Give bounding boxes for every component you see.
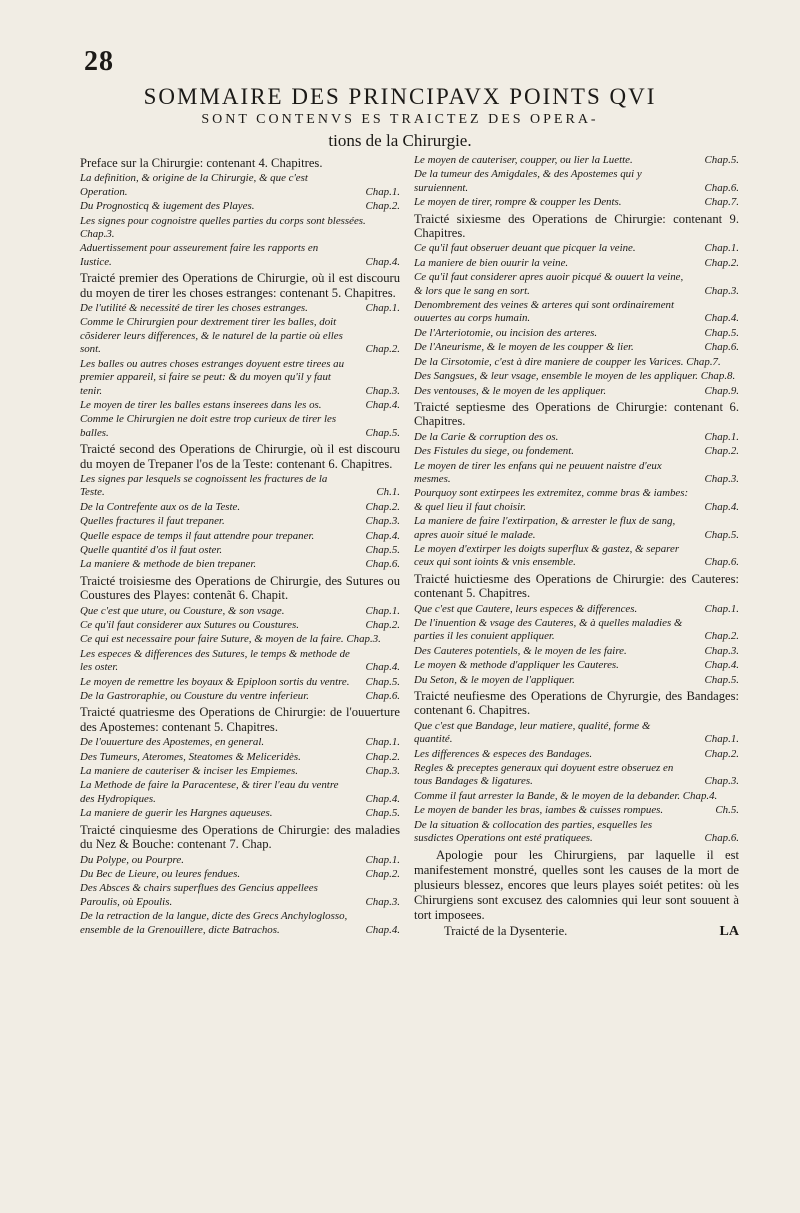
chapter-ref: Ch.1. xyxy=(376,486,400,499)
chapter-ref: Chap.5. xyxy=(365,543,400,556)
toc-entry xyxy=(80,501,400,514)
entry-title: Denombrement des veines & arteres qui sont ordinairement ouuertes au corps humain. xyxy=(414,299,675,325)
entry-title: La maniere de bien ouurir la veine. xyxy=(414,256,569,269)
chapter-ref: Chap.4. xyxy=(704,500,739,513)
chapter-ref: Chap.1. xyxy=(365,185,400,198)
entry-title: De la Gastroraphie, ou Cousture du ventre inferieur. xyxy=(80,690,309,703)
toc-entry xyxy=(414,515,739,542)
entry-title: De la Contrefente aux os de la Teste. xyxy=(80,500,241,513)
chapter-ref: Chap.3. xyxy=(365,384,400,397)
toc-entry xyxy=(414,385,739,398)
entry-title: De l'Arteriotomie, ou incision des arteres. xyxy=(414,326,598,339)
entry-title: Ce qui est necessaire pour faire Suture, & moyen de la faire. Chap.3. xyxy=(80,633,381,646)
entry-title: Que c'est que uture, ou Cousture, & son vsage. xyxy=(80,604,285,617)
toc-entry xyxy=(80,619,400,632)
chapter-ref: Chap.5. xyxy=(365,807,400,820)
section-heading: Traicté troisiesme des Operations de Chirurgie, des Sutures ou Coustures des Playes: contenãt 6. Chapit. xyxy=(80,573,400,603)
toc-entry xyxy=(80,302,400,315)
entry-title: Les differences & especes des Bandages. xyxy=(414,747,593,760)
chapter-ref: Chap.3. xyxy=(365,515,400,528)
chapter-ref: Chap.3. xyxy=(704,284,739,297)
entry-title: Des Absces & chairs superflues des Gencius appellees Paroulis, où Epoulis. xyxy=(80,882,318,908)
chapter-ref: Chap.4. xyxy=(365,255,400,268)
entry-title: Du Prognosticq & iugement des Playes. xyxy=(80,200,255,213)
toc-entry xyxy=(80,736,400,749)
chapter-ref: Chap.6. xyxy=(704,832,739,845)
last-line xyxy=(414,925,739,938)
toc-entry xyxy=(414,445,739,458)
chapter-ref: Chap.4. xyxy=(365,661,400,674)
toc-entry xyxy=(80,473,400,500)
entry-title: La maniere de faire l'extirpation, & arrester le flux de sang, apres auoir situé le malade. xyxy=(414,515,676,541)
toc-entry xyxy=(414,645,739,658)
toc-entry xyxy=(80,807,400,820)
chapter-ref: Chap.1. xyxy=(704,733,739,746)
toc-entry xyxy=(80,515,400,528)
toc-entry xyxy=(80,413,400,440)
toc-entry xyxy=(414,257,739,270)
chapter-ref: Chap.1. xyxy=(365,604,400,617)
title-line-1: SOMMAIRE DES PRINCIPAVX POINTS QVI xyxy=(143,84,657,109)
chapter-ref: Chap.4. xyxy=(704,659,739,672)
page-number: 28 xyxy=(84,46,114,77)
toc-entry xyxy=(80,316,400,356)
section-heading: Traicté quatriesme des Operations de Chirurgie: de l'ouuerture des Apostemes: contenant 5. Chapitres. xyxy=(80,705,400,734)
chapter-ref: Chap.5. xyxy=(704,528,739,541)
chapter-ref: Chap.1. xyxy=(704,242,739,255)
chapter-ref: Chap.1. xyxy=(365,853,400,866)
entry-title: Quelle quantité d'os il faut oster. xyxy=(80,543,223,556)
toc-entry xyxy=(80,200,400,213)
section-heading: Traicté huictiesme des Operations de Chirurgie: des Cauteres: contenant 5. Chapitres. xyxy=(414,571,739,601)
chapter-ref: Chap.6. xyxy=(704,556,739,569)
chapter-ref: Chap.2. xyxy=(704,256,739,269)
entry-title: Comme il faut arrester la Bande, & le moyen de la debander. Chap.4. xyxy=(414,789,718,802)
entry-title: La definition, & origine de la Chirurgie, & que c'est Operation. xyxy=(80,172,308,198)
entry-title: De l'Aneurisme, & le moyen de les coupper & lier. xyxy=(414,341,634,354)
chapter-ref: Chap.2. xyxy=(704,747,739,760)
toc-entry xyxy=(80,676,400,689)
chapter-ref: Chap.4. xyxy=(704,312,739,325)
entry-title: Du Bec de Lieure, ou leures fendues. xyxy=(80,867,241,880)
entry-title: Des Sangsues, & leur vsage, ensemble le moyen de les appliquer. Chap.8. xyxy=(414,370,736,383)
toc-entry xyxy=(414,720,739,747)
entry-title: Le moyen d'extirper les doigts superflux & gastez, & separer ceux qui sont ioints & vnis ensemble. xyxy=(414,542,680,569)
toc-entry xyxy=(80,868,400,881)
chapter-ref: Chap.2. xyxy=(365,750,400,763)
toc-entry xyxy=(414,487,739,514)
chapter-ref: Ch.5. xyxy=(715,804,739,817)
entry-title: Comme le Chirurgien pour dextrement tirer les balles, doit cõsiderer leurs differences, & le naturel de la partie où elles sont. xyxy=(80,316,343,356)
chapter-ref: Chap.4. xyxy=(365,923,400,936)
entry-title: La maniere & methode de bien trepaner. xyxy=(80,558,257,571)
catchword: LA xyxy=(719,923,739,939)
toc-entry xyxy=(414,819,739,846)
toc-entry xyxy=(414,431,739,444)
chapter-ref: Chap.3. xyxy=(704,644,739,657)
chapter-ref: Chap.6. xyxy=(704,341,739,354)
toc-entry xyxy=(80,558,400,571)
entry-title: De l'ouuerture des Apostemes, en general. xyxy=(80,736,265,749)
entry-title: Des Cauteres potentiels, & le moyen de les faire. xyxy=(414,644,627,657)
entry-title: Aduertissement pour asseurement faire les rapports en Iustice. xyxy=(80,242,319,268)
chapter-ref: Chap.7. xyxy=(704,196,739,209)
entry-title: Que c'est que Bandage, leur matiere, qualité, forme & quantité. xyxy=(414,719,651,746)
entry-title: Les signes pour cognoistre quelles parties du corps sont blessées. Chap.3. xyxy=(80,214,366,241)
toc-entry xyxy=(80,751,400,764)
toc-entry xyxy=(80,648,400,675)
entry-title: De la Cirsotomie, c'est à dire maniere de coupper les Varices. Chap.7. xyxy=(414,355,721,368)
last-line-text: Traicté de la Dysenterie. xyxy=(444,923,568,938)
right-column xyxy=(414,154,739,938)
entry-title: Du Polype, ou Pourpre. xyxy=(80,853,184,866)
entry-title: De la tumeur des Amigdales, & des Apostemes qui y suruiennent. xyxy=(414,168,642,194)
chapter-ref: Chap.4. xyxy=(365,792,400,805)
toc-entry xyxy=(414,460,739,487)
entry-title: Le moyen de tirer, rompre & coupper les Dents. xyxy=(414,196,622,209)
toc-entry xyxy=(414,543,739,570)
toc-entry xyxy=(414,341,739,354)
toc-entry xyxy=(414,299,739,326)
chapter-ref: Chap.1. xyxy=(704,602,739,615)
entry-title: Les balles ou autres choses estranges doyuent estre tirees au premier appareil, si faire se peut: & du moyen qu'il y faut tenir. xyxy=(80,357,345,397)
entry-title: De l'inuention & vsage des Cauteres, & à quelles maladies & parties il les conuient appliquer. xyxy=(414,617,683,643)
toc-entry xyxy=(80,882,400,909)
entry-title: Quelle espace de temps il faut attendre pour trepaner. xyxy=(80,529,315,542)
chapter-ref: Chap.5. xyxy=(704,673,739,686)
left-column xyxy=(80,154,400,938)
entry-title: De la situation & collocation des parties, esquelles les susdictes Operations ont esté pratiquees. xyxy=(414,818,653,845)
entry-title: Comme le Chirurgien ne doit estre trop curieux de tirer les balles. xyxy=(80,413,337,439)
toc-entry xyxy=(414,617,739,644)
chapter-ref: Chap.3. xyxy=(365,895,400,908)
entry-title: Que c'est que Cautere, leurs especes & differences. xyxy=(414,602,638,615)
toc-entry xyxy=(80,530,400,543)
chapter-ref: Chap.1. xyxy=(704,430,739,443)
chapter-ref: Chap.2. xyxy=(365,619,400,631)
toc-entry xyxy=(80,690,400,703)
entry-title: De la Carie & corruption des os. xyxy=(414,430,559,443)
apologie-paragraph: Apologie pour les Chirurgiens, par laquelle il est manifestement monstré, quelles sont les causes de la mort de plusieurs blessez, encores que leurs playes soiét petites: où les Chirurgiens sont excusez des calomnies qui leur sont souuent à tort imposees. xyxy=(414,847,739,922)
toc-entry xyxy=(414,762,739,789)
chapter-ref: Chap.3. xyxy=(704,472,739,485)
section-heading: Traicté cinquiesme des Operations de Chirurgie: des maladies du Nez & Bouche: contenant 7. Chap. xyxy=(80,822,400,852)
entry-title: Ce qu'il faut considerer apres auoir picqué & ouuert la veine, & lors que le sang en sort. xyxy=(414,271,684,297)
toc-entry xyxy=(414,327,739,340)
entry-title: Pourquoy sont extirpees les extremitez, comme bras & iambes: & quel lieu il faut choisir. xyxy=(414,487,689,513)
chapter-ref: Chap.4. xyxy=(365,529,400,542)
chapter-ref: Chap.9. xyxy=(704,384,739,397)
chapter-ref: Chap.2. xyxy=(365,343,400,356)
toc-entry xyxy=(414,674,739,687)
toc-entry xyxy=(80,358,400,398)
toc-entry xyxy=(80,172,400,199)
toc-entry xyxy=(80,544,400,557)
chapter-ref: Chap.1. xyxy=(365,302,400,315)
section-heading: Traicté neufiesme des Operations de Chyrurgie, des Bandages: contenant 6. Chapitres. xyxy=(414,689,739,718)
entry-title: Le moyen de bander les bras, iambes & cuisses rompues. xyxy=(414,804,664,817)
toc-entry xyxy=(414,790,739,803)
chapter-ref: Chap.2. xyxy=(365,867,400,880)
entry-title: Des ventouses, & le moyen de les appliquer. xyxy=(414,384,607,397)
entry-title: La Methode de faire la Paracentese, & tirer l'eau du ventre des Hydropiques. xyxy=(80,779,339,805)
entry-title: Les especes & differences des Sutures, le temps & methode de les oster. xyxy=(80,647,350,674)
toc-entry xyxy=(414,370,739,383)
chapter-ref: Chap.2. xyxy=(365,500,400,513)
title-line-3: tions de la Chirurgie. xyxy=(328,131,472,150)
toc-entry xyxy=(414,659,739,672)
chapter-ref: Chap.6. xyxy=(365,690,400,703)
section-heading: Preface sur la Chirurgie: contenant 4. Chapitres. xyxy=(80,156,323,170)
entry-title: Regles & preceptes generaux qui doyuent estre obseruez en tous Bandages & ligatures. xyxy=(414,762,674,788)
section-heading: Traicté septiesme des Operations de Chirurgie: contenant 6. Chapitres. xyxy=(414,399,739,429)
chapter-ref: Chap.5. xyxy=(704,326,739,339)
toc-entry xyxy=(80,242,400,269)
entry-title: Le moyen de cauteriser, coupper, ou lier la Luette. xyxy=(414,154,633,166)
entry-title: Ce qu'il faut obseruer deuant que picquer la veine. xyxy=(414,242,636,255)
toc-entry xyxy=(80,633,400,646)
toc-entry xyxy=(414,154,739,167)
entry-title: La maniere de guerir les Hargnes aqueuses. xyxy=(80,807,273,820)
entry-title: Des Fistules du siege, ou fondement. xyxy=(414,445,575,458)
chapter-ref: Chap.3. xyxy=(704,775,739,788)
section-heading: Traicté premier des Operations de Chirurgie, où il est discouru du moyen de tirer les choses estranges: contenant 5. Chapitres. xyxy=(80,271,400,300)
chapter-ref: Chap.6. xyxy=(704,181,739,194)
entry-title: Les signes par lesquels se cognoissent les fractures de la Teste. xyxy=(80,472,328,499)
chapter-ref: Chap.4. xyxy=(365,398,400,411)
entry-title: Le moyen de remettre les boyaux & Epiploon sortis du ventre. xyxy=(80,675,350,688)
toc-entry xyxy=(414,271,739,298)
chapter-ref: Chap.3. xyxy=(365,765,400,778)
entry-title: De la retraction de la langue, dicte des Grecs Anchyloglosso, ensemble de la Grenouillere, dicte Batrachos. xyxy=(80,910,348,936)
entry-title: Le moyen de tirer les enfans qui ne peuuent naistre d'eux mesmes. xyxy=(414,459,662,485)
toc-entry xyxy=(80,399,400,412)
chapter-ref: Chap.6. xyxy=(365,558,400,571)
chapter-ref: Chap.2. xyxy=(704,630,739,643)
chapter-ref: Chap.5. xyxy=(704,154,739,166)
toc-entry xyxy=(414,196,739,209)
entry-title: Quelles fractures il faut trepaner. xyxy=(80,515,225,528)
chapter-ref: Chap.2. xyxy=(704,445,739,458)
chapter-ref: Chap.1. xyxy=(365,736,400,749)
entry-title: De l'utilité & necessité de tirer les choses estranges. xyxy=(80,302,308,315)
toc-entry xyxy=(80,854,400,867)
section-heading: Traicté sixiesme des Operations de Chirurgie: contenant 9. Chapitres. xyxy=(414,211,739,241)
toc-entry xyxy=(414,748,739,761)
toc-entry xyxy=(414,242,739,255)
toc-entry xyxy=(414,168,739,195)
section-heading: Traicté second des Operations de Chirurgie, où il est discouru du moyen de Trepaner l'os de la Teste: contenant 6. Chapitres. xyxy=(80,442,400,471)
chapter-ref: Chap.5. xyxy=(365,426,400,439)
toc-entry xyxy=(80,605,400,618)
entry-title: Ce qu'il faut considerer aux Sutures ou Coustures. xyxy=(80,619,299,631)
toc-entry xyxy=(414,356,739,369)
toc-entry xyxy=(80,779,400,806)
chapter-ref: Chap.5. xyxy=(365,675,400,688)
title-line-2: SONT CONTENVS ES TRAICTEZ DES OPERA- xyxy=(201,112,599,127)
toc-entry xyxy=(414,804,739,817)
entry-title: Du Seton, & le moyen de l'appliquer. xyxy=(414,673,575,686)
entry-title: Le moyen de tirer les balles estans inserees dans les os. xyxy=(80,398,322,411)
toc-entry xyxy=(414,603,739,616)
entry-title: Des Tumeurs, Ateromes, Steatomes & Meliceridès. xyxy=(80,750,301,763)
entry-title: Le moyen & methode d'appliquer les Cauteres. xyxy=(414,659,619,672)
toc-entry xyxy=(80,765,400,778)
toc-entry xyxy=(80,910,400,937)
toc-entry xyxy=(80,215,400,242)
chapter-ref: Chap.2. xyxy=(365,200,400,213)
entry-title: La maniere de cauteriser & inciser les Empiemes. xyxy=(80,765,298,778)
